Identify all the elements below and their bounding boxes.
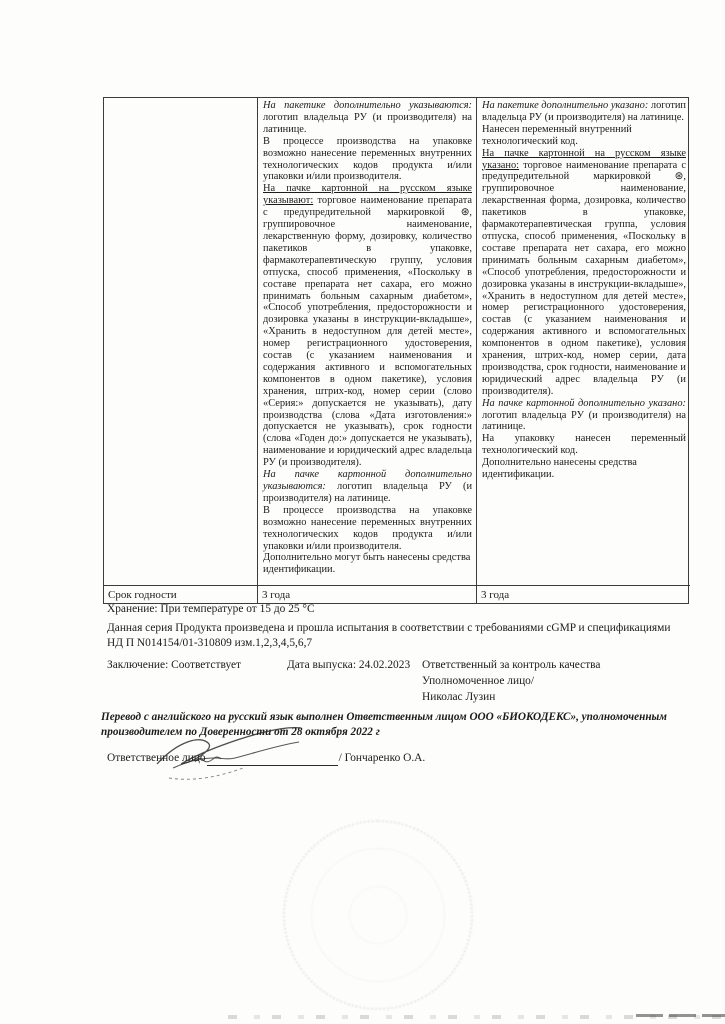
storage-value: При температуре от 15 до 25 °С <box>160 603 315 615</box>
batch-compliance-line1: Данная серия Продукта произведена и прошла испытания в соответствии с требованиями cGMP и спецификациями <box>107 622 671 634</box>
release-date-value: 24.02.2023 <box>358 659 411 671</box>
paragraph: На пачке картонной на русском языке указано: торговое наименование препарата с предупредительной маркировкой ⊛, группировочное наименование, лекарственная форма, дозировка, количество пакетиков в упаковке, фармакотерапевтическая группа, условия отпуска, способ применения, «Поскольку в составе препарата нет сахара, его можно принимать больным сахарным диабетом», «Способ употребления, предосторожности и дозировка указаны в инструкции-вкладыше», «Хранить в недоступном для детей месте», номер регистрационного удостоверения, состав (с указанием наименования и содержания активного и вспомогательных компонентов в одном пакетике), условия хранения, штрих-код, номер серии, дата производства, срок годности, наименование и юридический адрес владельца РУ (и производителя). <box>482 147 686 397</box>
storage-label: Хранение: <box>107 603 158 615</box>
qc-responsible-title: Ответственный за контроль качества <box>422 659 601 671</box>
paragraph: На пачке картонной дополнительно указано: логотип владельца РУ (и производителя) на латинице. <box>482 397 686 433</box>
responsible-label: Ответственное лицо <box>107 752 206 764</box>
stamp-watermark <box>283 820 473 1010</box>
paragraph: В процессе производства на упаковке возможно нанесение переменных внутренних технологических кодов продукта и/или упаковки и/или производителя. <box>263 504 472 552</box>
responsible-person-line <box>107 751 425 766</box>
paragraph: Дополнительно могут быть нанесены средства идентификации. <box>263 552 471 576</box>
qc-person-name: Николас Лузин <box>422 690 496 703</box>
shelf-life-value-right: 3 года <box>481 588 510 601</box>
release-date-label: Дата выпуска: <box>287 659 357 671</box>
conclusion-value: Соответствует <box>171 659 242 671</box>
qc-authorized-person: Уполномоченное лицо/ <box>422 674 535 687</box>
signature-underline <box>207 753 338 766</box>
release-date-line <box>287 658 410 673</box>
paragraph: На пачке картонной на русском языке указывают: торговое наименование препарата с предупредительной маркировкой ⊛, группировочное наименование, лекарственную форму, дозировку, количество пакетиков в упаковке, фармакотерапевтическую группу, условия отпуска, способ применения, «Поскольку в составе препарата нет сахара, его можно принимать больным сахарным диабетом», «Способ употребления, предосторожности и дозировка указаны в инструкции-вкладыше», «Хранить в недоступном для детей месте», номер регистрационного удостоверения, состав (с указанием наименования и содержания активного и вспомогательных компонентов в одном пакетике), условия хранения, штрих-код, номер серии (слово «Серия:» допускается не указывать), дату производства (слова «Дата изготовления:» допускается не указывать), срок годности (слова «Годен до:» допускается не указывать), наименование и юридический адрес владельца РУ (и производителя). <box>263 183 472 469</box>
paragraph: На пакетике дополнительно указываются: логотип владельца РУ (и производителя) на латинице. <box>263 100 472 135</box>
scan-artifact-strip-dark <box>636 1014 725 1017</box>
conclusion-line <box>107 658 241 673</box>
batch-compliance-statement <box>107 621 707 650</box>
paragraph: На пакетике дополнительно указано: логотип владельца РУ (и производителя) на латинице. <box>482 100 686 123</box>
paragraph: На упаковку нанесен переменный технологический код. <box>482 433 686 457</box>
batch-compliance-line2: НД П N014154/01-310809 изм.1,2,3,4,5,6,7 <box>107 636 313 649</box>
paragraph: Дополнительно нанесены средства идентификации. <box>482 457 637 481</box>
paragraph: В процессе производства на упаковке возможно нанесение переменных внутренних технологических кодов продукта и/или упаковки и/или производителя. <box>263 135 472 183</box>
table-cell-row-label-empty <box>104 98 258 586</box>
shelf-life-label: Срок годности <box>104 586 258 603</box>
shelf-life-value-mid: 3 года <box>258 586 477 603</box>
translation-note: Перевод с английского на русский язык выполнен Ответственным лицом ООО «БИОКОДЕКС», уполномоченным производителем по Доверенности от 28 октября 2022 г <box>101 711 667 738</box>
quality-control-block <box>422 658 600 705</box>
labeling-table <box>103 97 689 604</box>
table-cell-packaging-mid <box>258 98 477 586</box>
responsible-name: / Гончаренко О.А. <box>338 752 426 764</box>
table-cell-packaging-right <box>477 98 690 586</box>
stamp-inner-ring <box>349 886 407 944</box>
storage-conditions-line <box>107 602 315 617</box>
paragraph: На пачке картонной дополнительно указываются: логотип владельца РУ (и производителя) на латинице. <box>263 469 472 504</box>
paragraph: Нанесен переменный внутренний технологический код. <box>482 123 632 147</box>
conclusion-label: Заключение: <box>107 659 169 671</box>
